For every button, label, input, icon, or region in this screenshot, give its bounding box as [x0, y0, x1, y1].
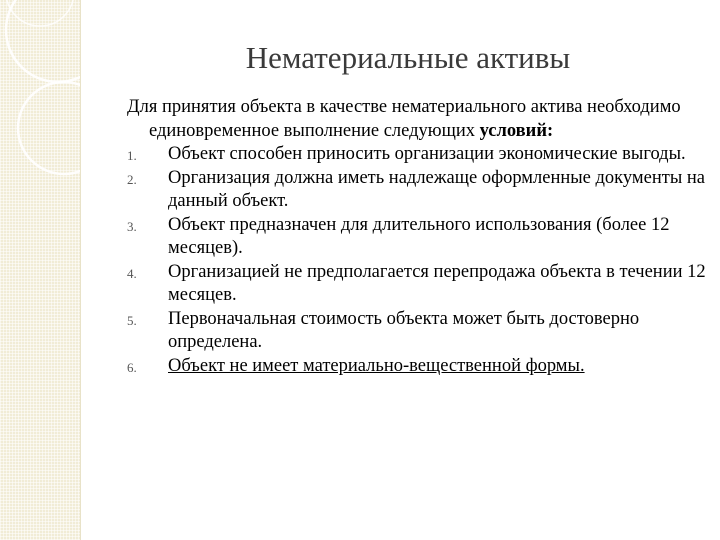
- intro-text: Для принятия объекта в качестве нематериального актива необходимо единовременное выполнение следующих: [127, 97, 681, 141]
- list-item: [127, 355, 707, 379]
- list-item-number: 6.: [127, 359, 137, 375]
- list-item-text: Объект способен приносить организации экономические выгоды.: [168, 144, 686, 164]
- list-item-number: 4.: [127, 265, 137, 281]
- decor-circle-large: [6, 0, 80, 82]
- intro-bold-word: условий:: [479, 120, 554, 141]
- list-item: [127, 308, 707, 355]
- list-item-text: Организацией не предполагается перепродажа объекта в течении 12 месяцев.: [168, 261, 706, 305]
- list-item-text: Объект не имеет материально-вещественной формы.: [168, 355, 585, 376]
- side-band-divider: [80, 0, 81, 540]
- list-item-text: Объект предназначен для длительного использования (более 12 месяцев).: [168, 214, 670, 258]
- intro-paragraph: [127, 96, 707, 143]
- list-item-number: 2.: [127, 171, 137, 187]
- list-item: [127, 167, 707, 214]
- decor-circle-small: [6, 0, 74, 26]
- list-item-text: Первоначальная стоимость объекта может быть достоверно определена.: [168, 308, 640, 352]
- list-item-number: 1.: [127, 148, 137, 163]
- slide-title: Нематериальные активы: [245, 40, 571, 75]
- conditions-list: [127, 143, 707, 378]
- list-item: [127, 261, 707, 308]
- decorative-side-band: [0, 0, 80, 540]
- decor-circle-medium: [18, 82, 80, 174]
- decorative-circles: [0, 0, 80, 540]
- list-item-number: 3.: [127, 218, 137, 234]
- slide-body: [127, 96, 707, 378]
- list-item-text: Организация должна иметь надлежаще оформленные документы на данный объект.: [168, 167, 705, 211]
- list-item: [127, 214, 707, 261]
- list-item: [127, 143, 707, 167]
- list-item-number: 5.: [127, 312, 137, 328]
